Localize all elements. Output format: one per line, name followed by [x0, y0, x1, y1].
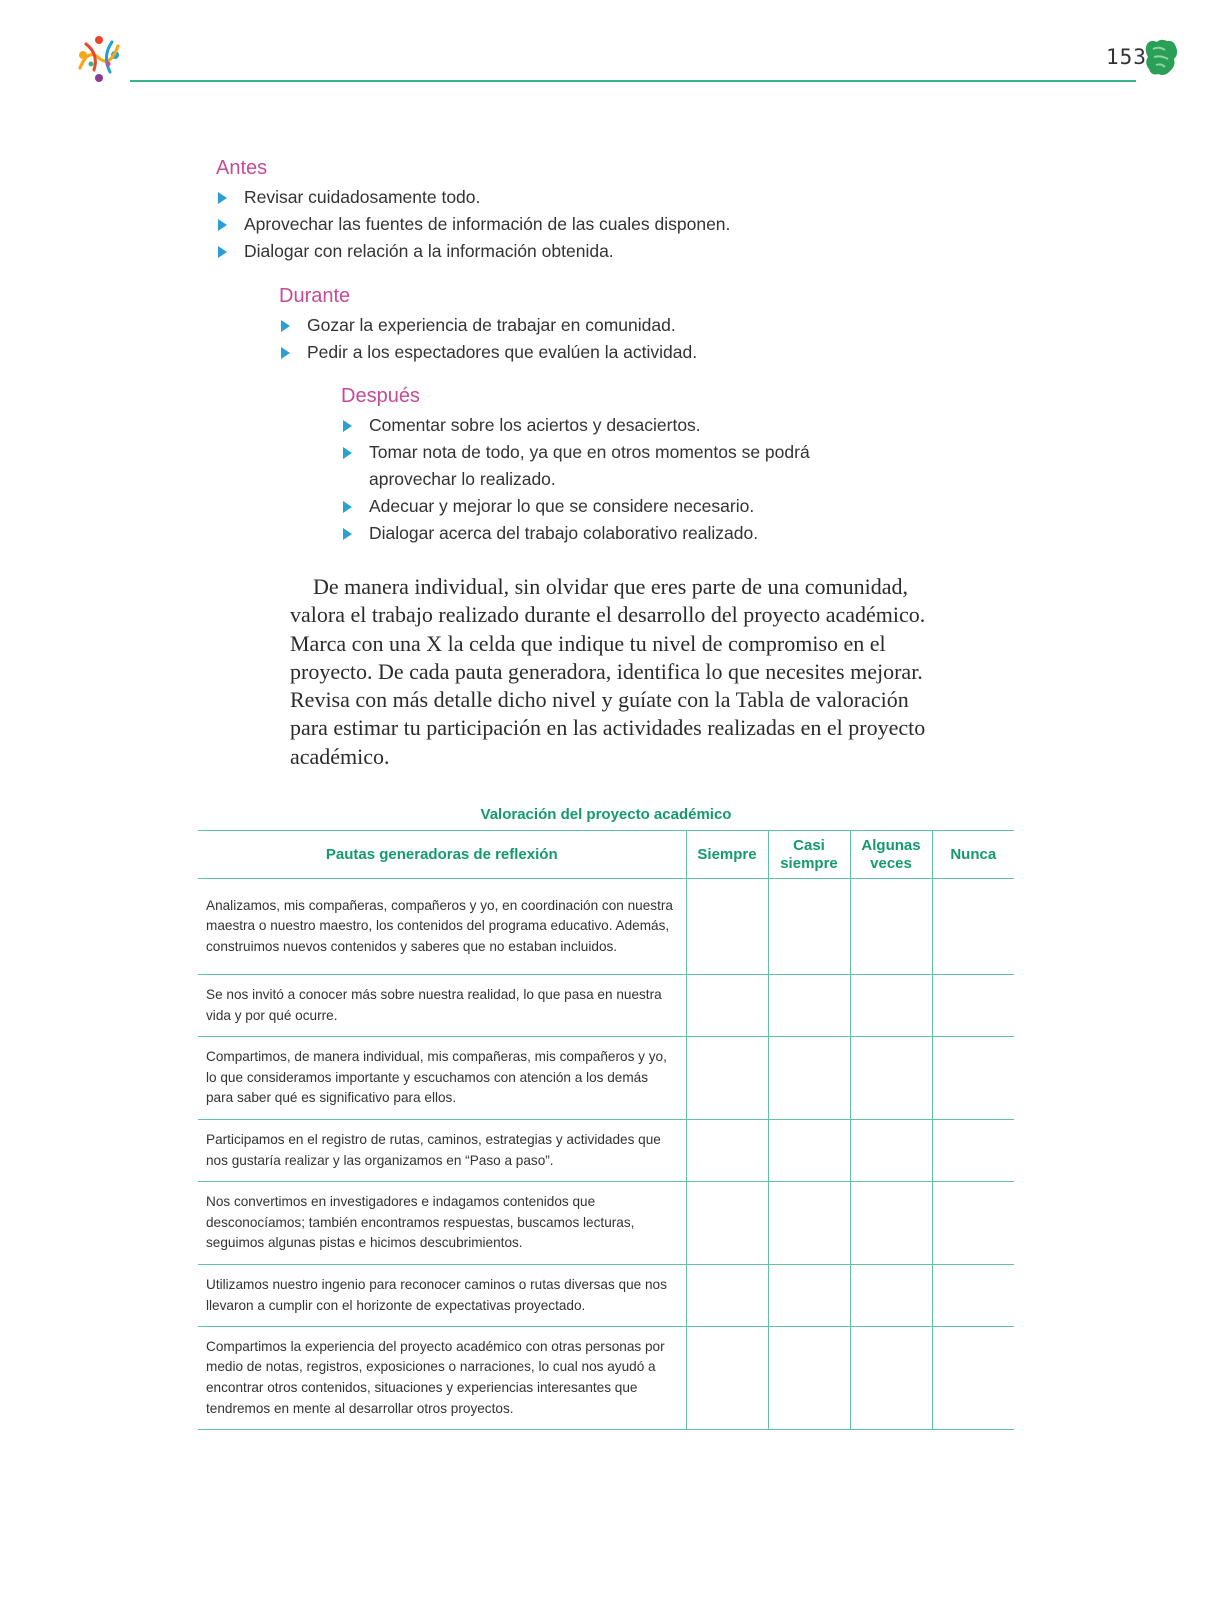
bullet-list: [216, 184, 916, 265]
cell-algunas-veces[interactable]: [850, 1182, 932, 1265]
list-item: [341, 439, 841, 493]
header-rule: [130, 80, 1136, 82]
cell-casi-siempre[interactable]: [768, 1182, 850, 1265]
table-header-row: [198, 831, 1014, 879]
cell-nunca[interactable]: [932, 1265, 1014, 1327]
evaluation-table: [198, 830, 1014, 1430]
list-item: [279, 312, 879, 339]
triangle-bullet-icon: [281, 347, 290, 359]
triangle-bullet-icon: [281, 320, 290, 332]
cell-nunca[interactable]: [932, 975, 1014, 1037]
pauta-text: Utilizamos nuestro ingenio para reconocer caminos o rutas diversas que nos llevaron a cumplir con el horizonte de expectativas proyectado.: [198, 1265, 686, 1327]
list-item-text: Tomar nota de todo, ya que en otros momentos se podrá aprovechar lo realizado.: [369, 442, 810, 489]
list-item-text: Revisar cuidadosamente todo.: [244, 187, 481, 207]
cell-siempre[interactable]: [686, 1265, 768, 1327]
table-row: [198, 1120, 1014, 1182]
pauta-text: Compartimos la experiencia del proyecto académico con otras personas por medio de notas, registros, exposiciones o narraciones, lo cual nos ayudó a encontrar otros contenidos, situaciones y experiencias interesantes que tendremos en mente al desarrollar otros proyectos.: [198, 1327, 686, 1430]
section-title: Durante: [279, 285, 351, 307]
pauta-text: Analizamos, mis compañeras, compañeros y yo, en coordinación con nuestra maestra o nuestro maestro, los contenidos del programa educativo. Además, construimos nuevos contenidos y saberes que no estaban incluidos.: [198, 879, 686, 975]
cell-siempre[interactable]: [686, 879, 768, 975]
table-row: [198, 1265, 1014, 1327]
list-item-text: Dialogar acerca del trabajo colaborativo realizado.: [369, 523, 759, 543]
cell-siempre[interactable]: [686, 1182, 768, 1265]
table-row: [198, 879, 1014, 975]
triangle-bullet-icon: [343, 501, 352, 513]
list-item-text: Dialogar con relación a la información obtenida.: [244, 241, 614, 261]
table-row: [198, 1037, 1014, 1120]
cell-casi-siempre[interactable]: [768, 1120, 850, 1182]
list-item-text: Gozar la experiencia de trabajar en comunidad.: [307, 315, 676, 335]
column-header-pautas: Pautas generadoras de reflexión: [198, 831, 686, 879]
cell-algunas-veces[interactable]: [850, 975, 932, 1037]
column-header-casi-siempre: Casi siempre: [768, 831, 850, 879]
pauta-text: Participamos en el registro de rutas, caminos, estrategias y actividades que nos gustaría realizar y las organizamos en “Paso a paso”.: [198, 1120, 686, 1182]
list-item-text: Adecuar y mejorar lo que se considere necesario.: [369, 496, 755, 516]
pauta-text: Se nos invitó a conocer más sobre nuestra realidad, lo que pasa en nuestra vida y por qué ocurre.: [198, 975, 686, 1037]
cell-nunca[interactable]: [932, 1037, 1014, 1120]
series-logo-icon: [72, 34, 126, 84]
table-row: [198, 1327, 1014, 1430]
instructions-paragraph: De manera individual, sin olvidar que eres parte de una comunidad, valora el trabajo realizado durante el desarrollo del proyecto académico. Marca con una X la celda que indique tu nivel de compromiso en el proyecto. De cada pauta generadora, identifica lo que necesites mejorar. Revisa con más detalle dicho nivel y guíate con la Tabla de valoración para estimar tu participación en las actividades realizadas en el proyecto académico.: [290, 574, 926, 769]
list-item: [341, 493, 841, 520]
section-antes: [216, 157, 916, 265]
pauta-text: Compartimos, de manera individual, mis compañeras, mis compañeros y yo, lo que consideramos importante y escuchamos con atención a los demás para saber qué es significativo para ellos.: [198, 1037, 686, 1120]
cell-algunas-veces[interactable]: [850, 1327, 932, 1430]
triangle-bullet-icon: [343, 420, 352, 432]
cell-casi-siempre[interactable]: [768, 1327, 850, 1430]
list-item: [341, 520, 841, 547]
column-header-algunas-veces: Algunas veces: [850, 831, 932, 879]
cell-casi-siempre[interactable]: [768, 975, 850, 1037]
column-header-nunca: Nunca: [932, 831, 1014, 879]
cell-algunas-veces[interactable]: [850, 1265, 932, 1327]
cell-casi-siempre[interactable]: [768, 1265, 850, 1327]
triangle-bullet-icon: [343, 528, 352, 540]
list-item: [216, 211, 916, 238]
triangle-bullet-icon: [218, 219, 227, 231]
triangle-bullet-icon: [343, 447, 352, 459]
triangle-bullet-icon: [218, 192, 227, 204]
table-row: [198, 975, 1014, 1037]
list-item: [216, 238, 916, 265]
glyph-icon: [1143, 38, 1179, 78]
list-item-text: Aprovechar las fuentes de información de las cuales disponen.: [244, 214, 731, 234]
cell-nunca[interactable]: [932, 1120, 1014, 1182]
cell-siempre[interactable]: [686, 1037, 768, 1120]
bullet-list: [341, 412, 841, 547]
cell-siempre[interactable]: [686, 975, 768, 1037]
cell-nunca[interactable]: [932, 879, 1014, 975]
cell-casi-siempre[interactable]: [768, 1037, 850, 1120]
list-item: [341, 412, 841, 439]
cell-nunca[interactable]: [932, 1182, 1014, 1265]
section-title: Antes: [216, 157, 268, 179]
bullet-list: [279, 312, 879, 366]
cell-siempre[interactable]: [686, 1327, 768, 1430]
table-row: [198, 1182, 1014, 1265]
cell-casi-siempre[interactable]: [768, 879, 850, 975]
column-header-siempre: Siempre: [686, 831, 768, 879]
triangle-bullet-icon: [218, 246, 227, 258]
pauta-text: Nos convertimos en investigadores e indagamos contenidos que desconocíamos; también encontramos respuestas, buscamos lecturas, seguimos algunas pistas e hicimos descubrimientos.: [198, 1182, 686, 1265]
cell-nunca[interactable]: [932, 1327, 1014, 1430]
section-durante: [279, 285, 879, 366]
section-despues: [341, 385, 841, 547]
table-title: Valoración del proyecto académico: [480, 806, 732, 823]
list-item: [216, 184, 916, 211]
list-item-text: Comentar sobre los aciertos y desaciertos.: [369, 415, 701, 435]
cell-algunas-veces[interactable]: [850, 879, 932, 975]
list-item-text: Pedir a los espectadores que evalúen la actividad.: [307, 342, 698, 362]
section-title: Después: [341, 385, 420, 407]
cell-algunas-veces[interactable]: [850, 1120, 932, 1182]
list-item: [279, 339, 879, 366]
cell-siempre[interactable]: [686, 1120, 768, 1182]
page-number: 153: [1106, 45, 1147, 69]
cell-algunas-veces[interactable]: [850, 1037, 932, 1120]
